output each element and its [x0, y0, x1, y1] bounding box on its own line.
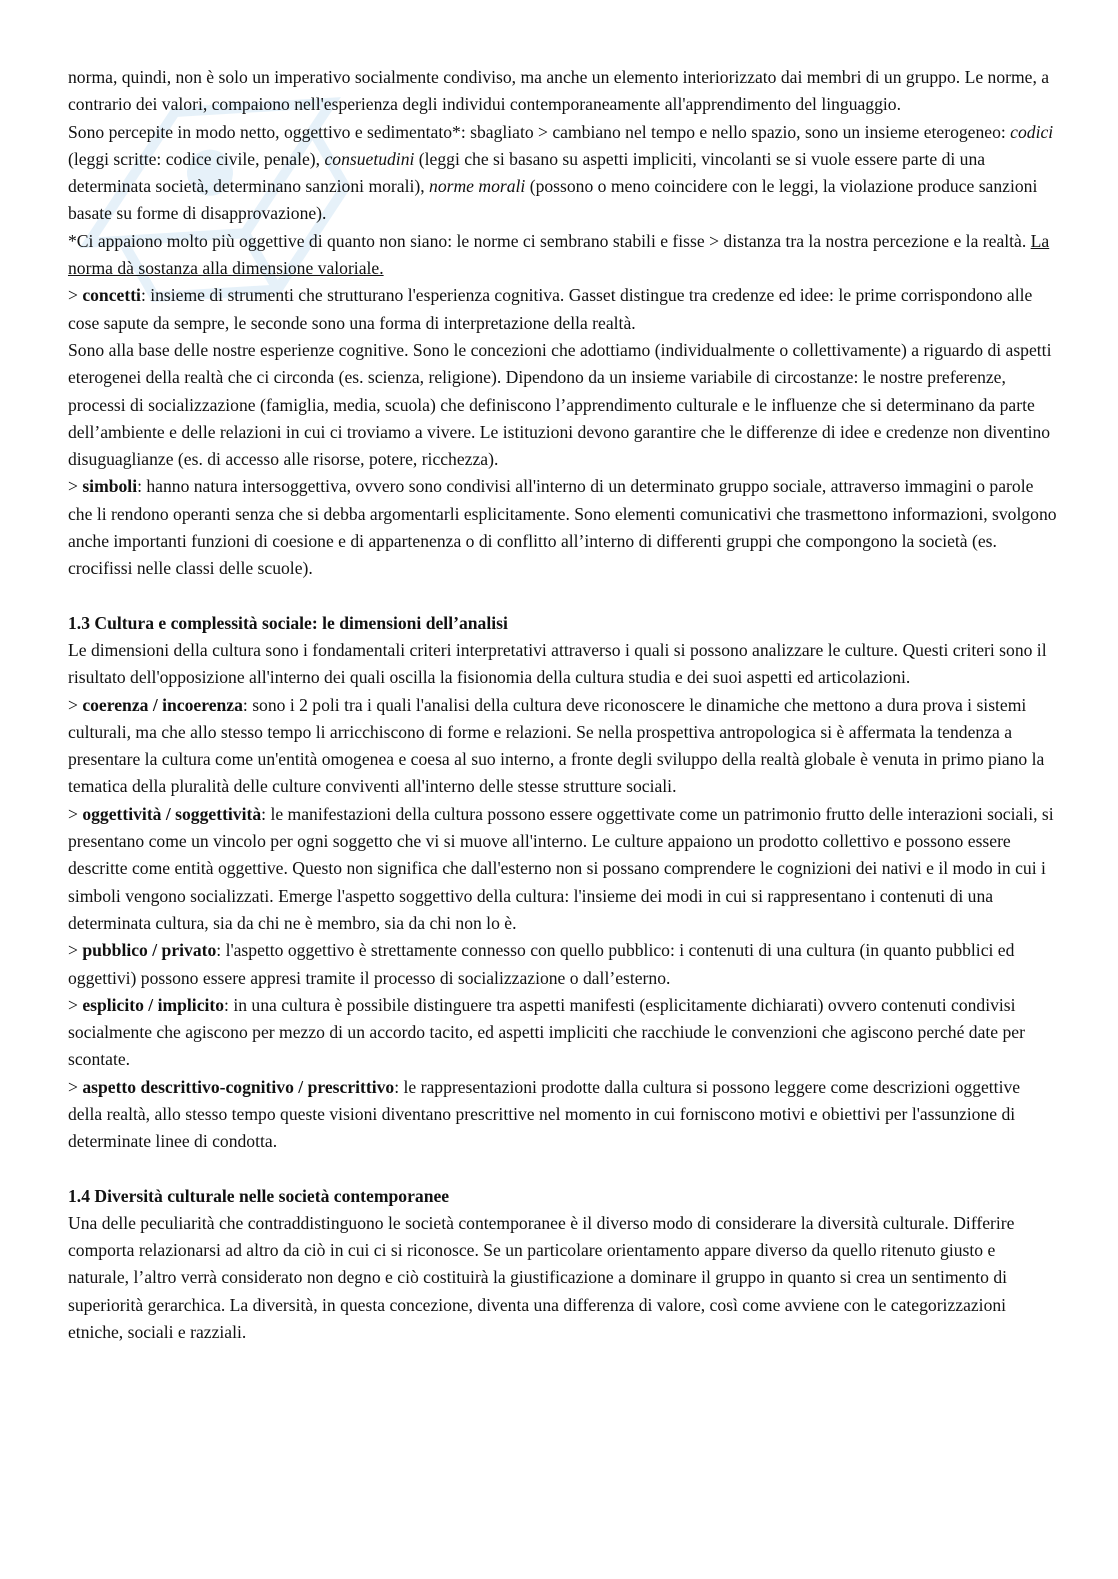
paragraph-concetti: > concetti: insieme di strumenti che strutturano l'esperienza cognitiva. Gasset distingue tra credenze ed idee: le prime corrispondono alle cose sapute da sempre, le seconde sono una forma di interpretazione della realtà. [68, 285, 1033, 333]
paragraph-diversita: Una delle peculiarità che contraddistinguono le società contemporanee è il diverso modo di considerare la diversità culturale. Differire comporta relazionarsi ad altro da ciò in cui ci si riconosce. Se un particolare orientamento appare diverso da quello ritenuto giusto e naturale, l’altro verrà considerato non degno e ciò costituirà la giustificazione a dominare il gruppo in quanto si crea un sentimento di superiorità gerarchica. La diversità, in questa concezione, diventa una differenza di valore, così come avviene con le categorizzazioni etniche, sociali e razziali. [68, 1212, 1015, 1343]
paragraph-simboli: > simboli: hanno natura intersoggettiva, ovvero sono condivisi all'interno di un determinato gruppo sociale, attraverso immagini o parole che li rendono operanti senza che si debba argomentarli esplicitamente. Sono elementi comunicativi che trasmettono informazioni, svolgono anche importanti funzioni di coesione e di appartenenza o di conflitto all’interno di differenti gruppi che compongono la società (es. crocifissi nelle classi delle scuole). [68, 476, 1057, 579]
term-simboli: simboli [82, 476, 138, 497]
term-descrittivo: aspetto descrittivo-cognitivo / prescrittivo [82, 1076, 395, 1097]
term-codici: codici [1010, 121, 1054, 142]
paragraph-oggettivita: > oggettività / soggettività: le manifestazioni della cultura possono essere oggettivate come un patrimonio frutto delle interazioni sociali, si presentano come un vincolo per ogni soggetto che vi si muove all'interno. Le culture appaiono un prodotto collettivo e possono essere descritte come entità oggettive. Questo non significa che dall'esterno non si possano comprendere le cognizioni dei nativi e il modo in cui i simboli vengono socializzati. Emerge l'aspetto soggettivo della cultura: l'insieme dei modi in cui si rappresentano i contenuti di una determinata cultura, sia da chi ne è membro, sia da chi non lo è. [68, 803, 1054, 933]
section-gap [68, 1156, 1058, 1183]
term-coerenza: coerenza / incoerenza [82, 694, 243, 715]
paragraph-norme-nota: *Ci appaiono molto più oggettive di quanto non siano: le norme ci sembrano stabili e fisse > distanza tra la nostra percezione e la realtà. La norma dà sostanza alla dimensione valoriale. [68, 230, 1050, 279]
term-oggettivita: oggettività / soggettività [82, 803, 262, 824]
underlined-sentence: La norma dà sostanza alla dimensione valoriale. [68, 230, 1050, 279]
term-esplicito: esplicito / implicito [82, 994, 225, 1015]
term-concetti: concetti [82, 285, 141, 306]
paragraph-esplicito: > esplicito / implicito: in una cultura è possibile distinguere tra aspetti manifesti (esplicitamente dichiarati) ovvero contenuti condivisi socialmente che agiscono per mezzo di un accordo tacito, ed aspetti impliciti che racchiude le convenzioni che agiscono perché date per scontate. [68, 994, 1025, 1070]
term-norme-morali: norme morali [429, 176, 526, 197]
term-consuetudini: consuetudini [324, 148, 415, 169]
paragraph-norme-tipi: Sono percepite in modo netto, oggettivo e sedimentato*: sbagliato > cambiano nel tempo e nello spazio, sono un insieme eterogeneo: codici (leggi scritte: codice civile, penale), consuetudini (leggi che si basano su aspetti impliciti, vincolanti se si vuole essere parte di una determinata società, determinano sanzioni morali), norme morali (possono o meno coincidere con le leggi, la violazione produce sanzioni basate su forme di disapprovazione). [68, 121, 1054, 224]
paragraph-dimensioni: Le dimensioni della cultura sono i fondamentali criteri interpretativi attraverso i quali si possono analizzare le culture. Questi criteri sono il risultato dell'opposizione all'interno dei quali oscilla la fisionomia della cultura studia e dei suoi aspetti ed articolazioni. [68, 639, 1047, 688]
document-page [68, 64, 1058, 1346]
term-pubblico: pubblico / privato [82, 940, 217, 961]
paragraph-coerenza: > coerenza / incoerenza: sono i 2 poli tra i quali l'analisi della cultura deve riconoscere le dinamiche che mettono a dura prova i sistemi culturali, ma che allo stesso tempo li arricchiscono di forme e relazioni. Se nella prospettiva antropologica si è affermata la tendenza a presentare la cultura come un'entità omogenea e coesa al suo interno, a fronte degli sviluppo della realtà globale è venuta in primo piano la tematica della pluralità delle culture conviventi all'interno delle stesse strutture sociali. [68, 694, 1045, 797]
paragraph-concetti-detail: Sono alla base delle nostre esperienze cognitive. Sono le concezioni che adottiamo (individualmente o collettivamente) a riguardo di aspetti eterogenei della realtà che ci circonda (es. scienza, religione). Dipendono da un insieme variabile di circostanze: le nostre preferenze, processi di socializzazione (famiglia, media, scuola) che definiscono l’apprendimento culturale e le influenze che si determinano da parte dell’ambiente e delle relazioni in cui ci troviamo a vivere. Le istituzioni devono garantire che le differenze di idee e credenze non diventino disuguaglianze (es. di accesso alle risorse, potere, ricchezza). [68, 339, 1052, 470]
section-heading-1-4: 1.4 Diversità culturale nelle società contemporanee [68, 1185, 450, 1206]
paragraph-descrittivo: > aspetto descrittivo-cognitivo / prescrittivo: le rappresentazioni prodotte dalla cultura si possono leggere come descrizioni oggettive della realtà, allo stesso tempo queste visioni diventano prescrittive nel momento in cui forniscono motivi e obiettivi per l'assunzione di determinate linee di condotta. [68, 1076, 1021, 1152]
paragraph-pubblico: > pubblico / privato: l'aspetto oggettivo è strettamente connesso con quello pubblico: i contenuti di una cultura (in quanto pubblici ed oggettivi) possono essere appresi tramite il processo di socializzazione o dall’esterno. [68, 940, 1015, 988]
section-heading-1-3: 1.3 Cultura e complessità sociale: le dimensioni dell’analisi [68, 612, 508, 633]
section-gap [68, 583, 1058, 610]
paragraph-norme-intro: norma, quindi, non è solo un imperativo socialmente condiviso, ma anche un elemento interiorizzato dai membri di un gruppo. Le norme, a contrario dei valori, compaiono nell'esperienza degli individui contemporaneamente all'apprendimento del linguaggio. [68, 67, 1050, 115]
